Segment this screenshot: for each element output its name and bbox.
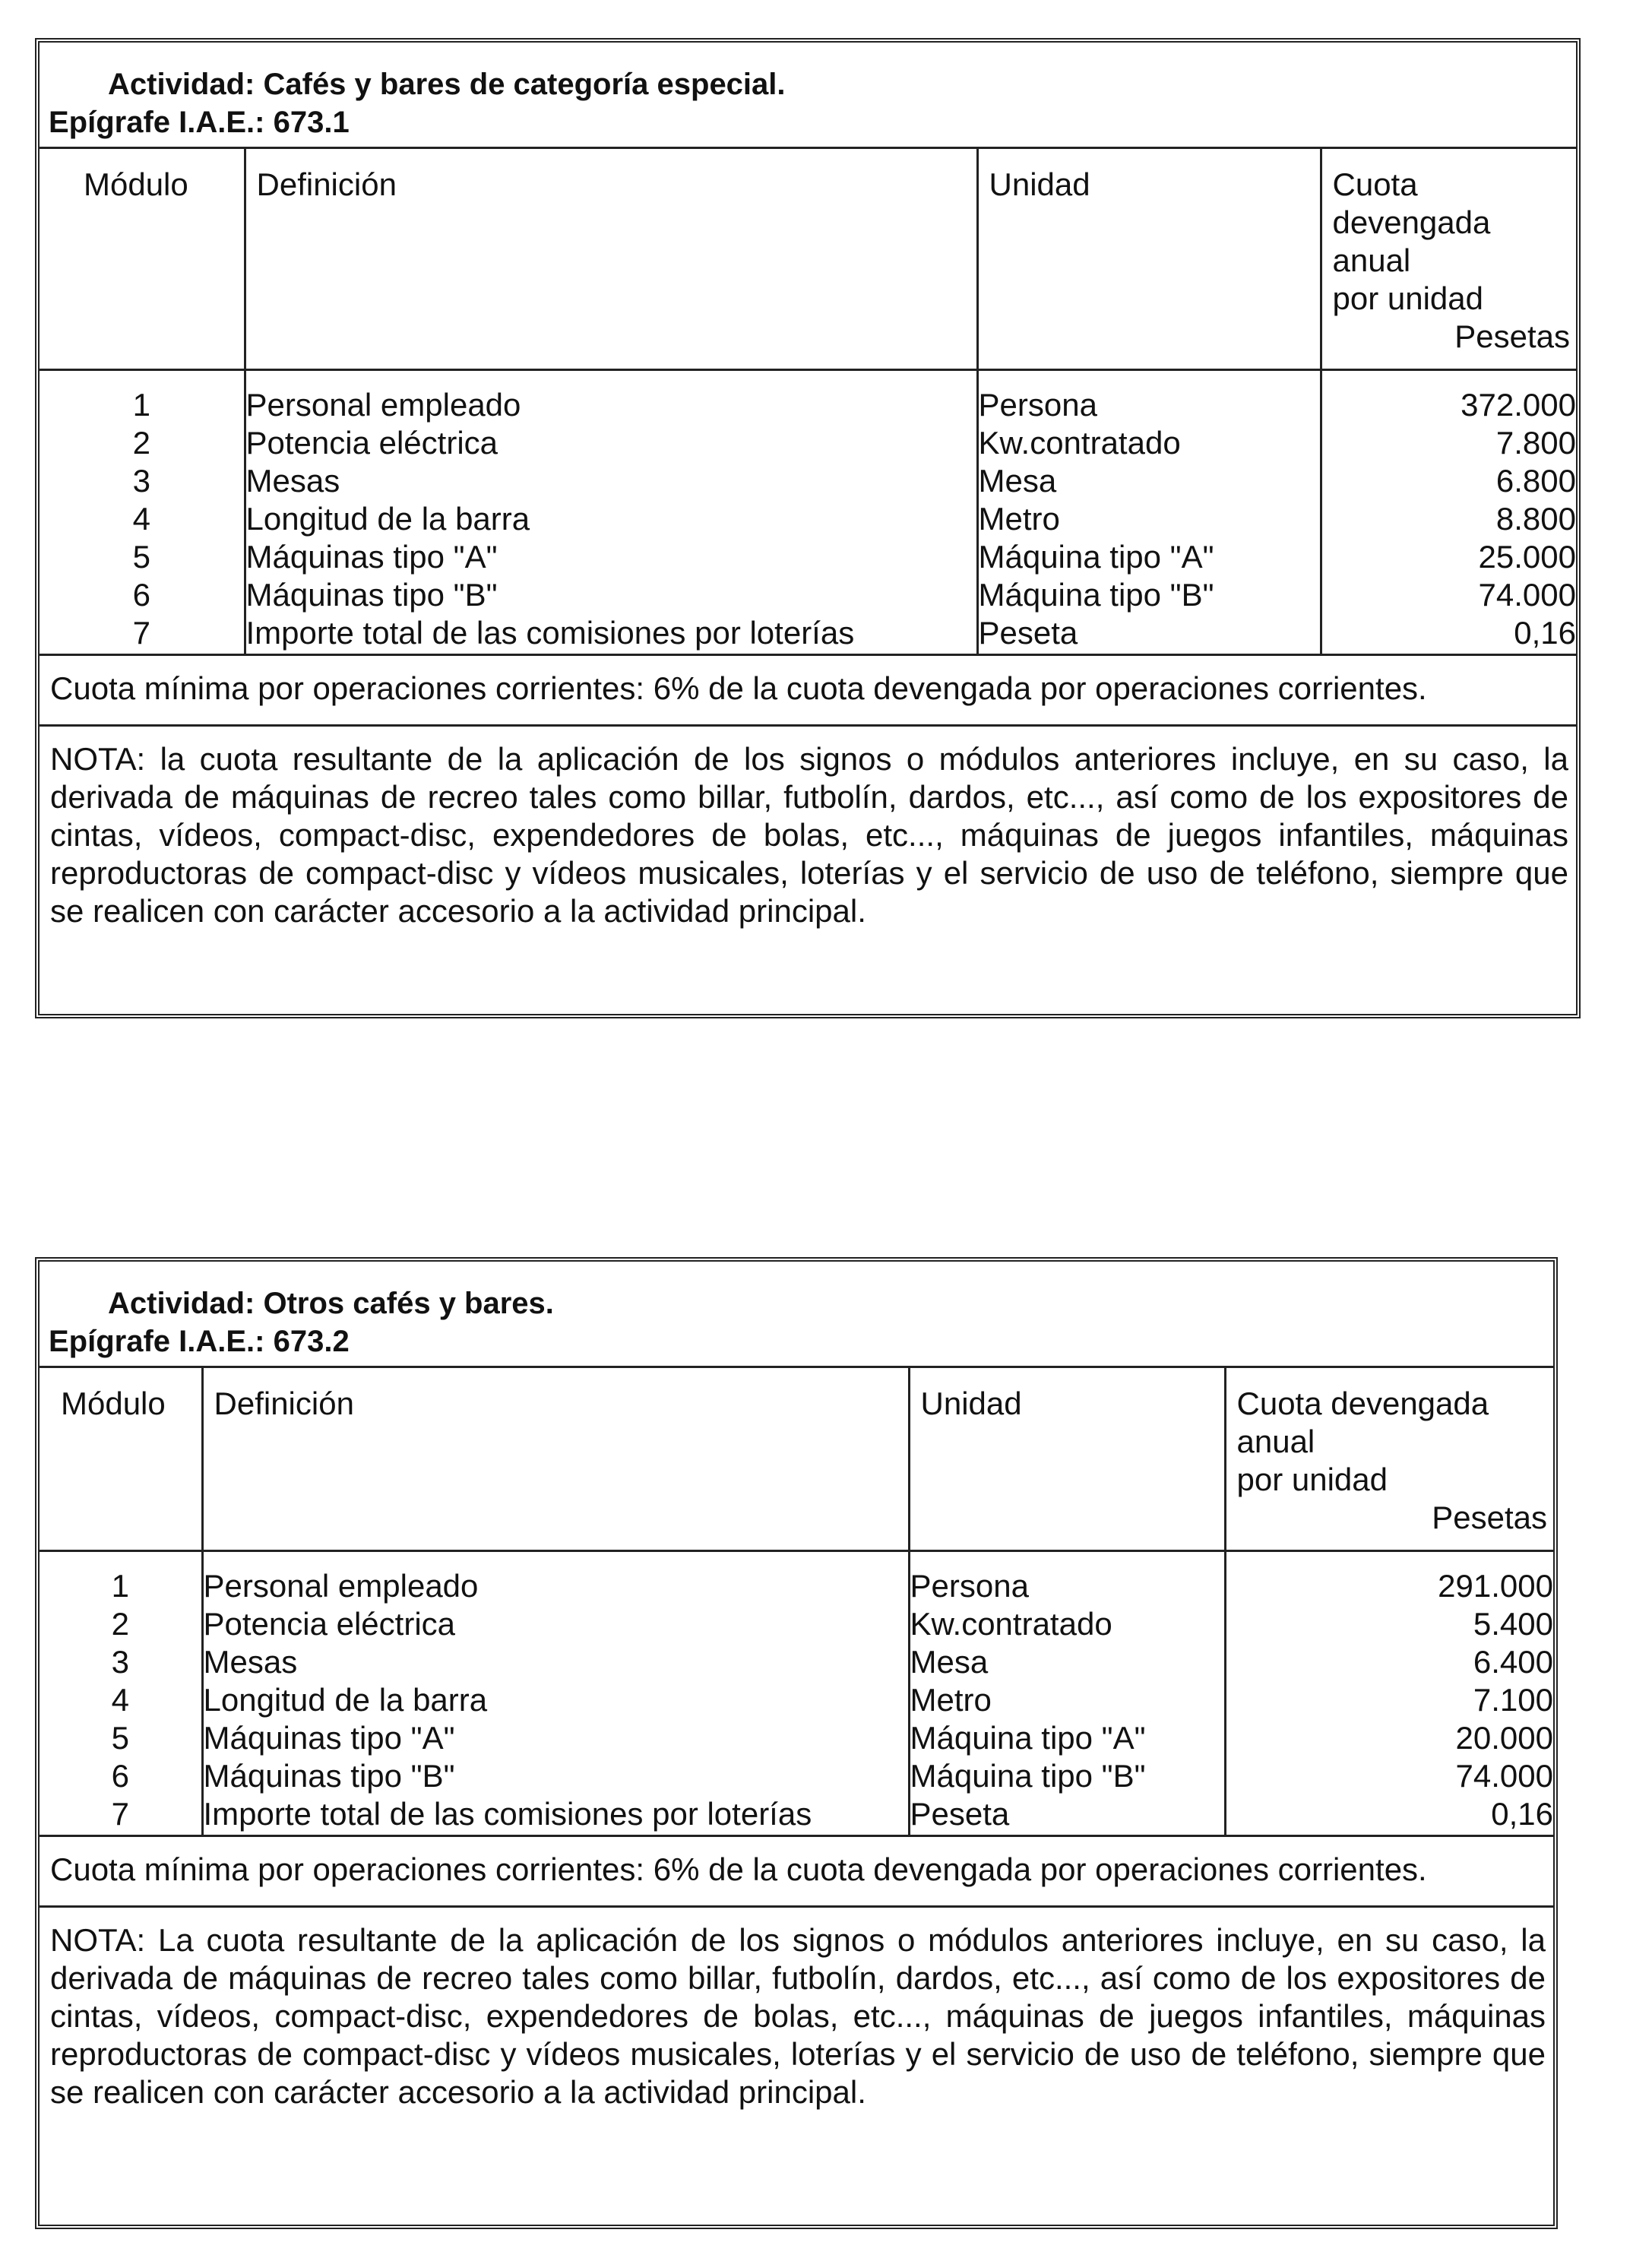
modulo-definition: Longitud de la barra [202, 1681, 909, 1719]
table-row [40, 462, 1576, 500]
modulo-definition: Longitud de la barra [245, 500, 977, 538]
modulo-definition: Mesas [245, 462, 977, 500]
table-row [40, 1719, 1553, 1757]
modulo-unit: Máquina tipo "B" [909, 1757, 1225, 1795]
epigrafe-label: Epígrafe I.A.E.: [49, 106, 265, 139]
modulo-number: 5 [40, 538, 245, 576]
modulo-cuota-value: 7.100 [1473, 1681, 1553, 1718]
modulo-number: 4 [40, 500, 245, 538]
cuota-header-line: anual [1236, 1424, 1315, 1459]
activity-block-673-2 [35, 1257, 1558, 2229]
column-header-unidad: Unidad [909, 1368, 1225, 1550]
cuota-header-line: por unidad [1236, 1462, 1388, 1497]
table-row [40, 424, 1576, 462]
modulo-number: 4 [40, 1681, 202, 1719]
modulo-number: 2 [40, 1605, 202, 1643]
epigrafe-value: 673.2 [273, 1325, 350, 1358]
column-header-modulo: Módulo [40, 149, 245, 369]
modulo-unit: Kw.contratado [977, 424, 1321, 462]
modulo-cuota-value: 372.000 [1461, 386, 1576, 423]
modulo-unit: Kw.contratado [909, 1605, 1225, 1643]
actividad-label: Actividad: [108, 1287, 255, 1320]
modulo-definition: Mesas [202, 1643, 909, 1681]
activity-block-673-1 [35, 38, 1581, 1018]
column-header-definicion: Definición [245, 149, 977, 369]
modulo-cuota-value: 74.000 [1478, 576, 1576, 613]
cuota-minima-note: Cuota mínima por operaciones corrientes: 6% de la cuota devengada por operaciones corrientes. [40, 1835, 1553, 1905]
currency-label: Pesetas [1454, 318, 1570, 354]
nota-paragraph: NOTA: La cuota resultante de la aplicación de los signos o módulos anteriores incluye, en su caso, la derivada de máquinas de recreo tales como billar, futbolín, dardos, etc..., así como de los expositores de cintas, vídeos, compact-disc, expendedores de bolas, etc..., máquinas de juegos infantiles, máquinas reproductoras de compact-disc y vídeos musicales, loterías y el servicio de uso de teléfono, siempre que se realicen con carácter accesorio a la actividad principal. [40, 1905, 1553, 2119]
table-row [40, 614, 1576, 654]
modulo-cuota-value: 5.400 [1473, 1605, 1553, 1642]
modulo-definition: Máquinas tipo "B" [245, 576, 977, 614]
table-row [40, 1757, 1553, 1795]
cuota-header-line: devengada [1332, 204, 1491, 240]
modulo-number: 6 [40, 1757, 202, 1795]
modulo-definition: Personal empleado [245, 369, 977, 424]
modulo-definition: Importe total de las comisiones por loterías [202, 1795, 909, 1835]
modules-table [40, 149, 1576, 654]
modulo-unit: Mesa [909, 1643, 1225, 1681]
epigrafe-value: 673.1 [273, 106, 350, 139]
table-row [40, 1605, 1553, 1643]
column-header-unidad: Unidad [977, 149, 1321, 369]
table-row [40, 1643, 1553, 1681]
modulo-unit: Metro [909, 1681, 1225, 1719]
modulo-cuota-value: 20.000 [1455, 1719, 1553, 1756]
table-row [40, 1681, 1553, 1719]
modulo-number: 2 [40, 424, 245, 462]
epigrafe-label: Epígrafe I.A.E.: [49, 1325, 265, 1358]
modulo-cuota-value: 8.800 [1495, 500, 1576, 537]
table-row [40, 500, 1576, 538]
modulo-unit: Persona [909, 1550, 1225, 1605]
modulo-cuota-value: 6.400 [1473, 1643, 1553, 1680]
actividad-label: Actividad: [108, 68, 255, 101]
modulo-definition: Importe total de las comisiones por loterías [245, 614, 977, 654]
actividad-value: Otros cafés y bares. [263, 1287, 554, 1320]
table-row [40, 538, 1576, 576]
table-row [40, 369, 1576, 424]
currency-label: Pesetas [1432, 1500, 1547, 1535]
modulo-unit: Máquina tipo "A" [977, 538, 1321, 576]
modulo-cuota-value: 25.000 [1478, 538, 1576, 575]
modulo-number: 1 [40, 1550, 202, 1605]
modulo-number: 7 [40, 614, 245, 654]
modulo-definition: Máquinas tipo "A" [245, 538, 977, 576]
modulo-definition: Máquinas tipo "B" [202, 1757, 909, 1795]
modulo-unit: Metro [977, 500, 1321, 538]
modulo-unit: Peseta [909, 1795, 1225, 1835]
modulo-definition: Potencia eléctrica [202, 1605, 909, 1643]
modulo-cuota-value: 7.800 [1495, 424, 1576, 461]
modulo-cuota-value: 74.000 [1455, 1757, 1553, 1794]
column-header-cuota [1321, 149, 1576, 369]
actividad-value: Cafés y bares de categoría especial. [263, 68, 786, 101]
modulo-number: 3 [40, 462, 245, 500]
cuota-header-line: por unidad [1332, 280, 1483, 316]
column-header-definicion: Definición [202, 1368, 909, 1550]
modulo-unit: Peseta [977, 614, 1321, 654]
cuota-header-line: Cuota [1332, 166, 1418, 202]
modulo-cuota-value: 0,16 [1514, 614, 1576, 651]
modulo-number: 7 [40, 1795, 202, 1835]
modulo-cuota-value: 6.800 [1495, 462, 1576, 499]
modulo-definition: Personal empleado [202, 1550, 909, 1605]
activity-header [40, 1262, 1553, 1368]
modulo-cuota-value: 0,16 [1491, 1795, 1553, 1832]
modulo-number: 1 [40, 369, 245, 424]
table-row [40, 1795, 1553, 1835]
modulo-unit: Mesa [977, 462, 1321, 500]
modulo-unit: Máquina tipo "A" [909, 1719, 1225, 1757]
modules-table [40, 1368, 1553, 1835]
modulo-number: 3 [40, 1643, 202, 1681]
activity-header [40, 43, 1576, 149]
nota-paragraph: NOTA: la cuota resultante de la aplicación de los signos o módulos anteriores incluye, en su caso, la derivada de máquinas de recreo tales como billar, futbolín, dardos, etc..., así como de los expositores de cintas, vídeos, compact-disc, expendedores de bolas, etc..., máquinas de juegos infantiles, máquinas reproductoras de compact-disc y vídeos musicales, loterías y el servicio de uso de teléfono, siempre que se realicen con carácter accesorio a la actividad principal. [40, 724, 1576, 938]
cuota-header-line: Cuota devengada [1236, 1386, 1489, 1421]
cuota-header-line: anual [1332, 242, 1411, 278]
modulo-definition: Máquinas tipo "A" [202, 1719, 909, 1757]
modulo-cuota-value: 291.000 [1438, 1567, 1553, 1604]
column-header-cuota [1225, 1368, 1553, 1550]
cuota-minima-note: Cuota mínima por operaciones corrientes: 6% de la cuota devengada por operaciones corrientes. [40, 654, 1576, 724]
table-row [40, 576, 1576, 614]
modulo-unit: Persona [977, 369, 1321, 424]
modulo-definition: Potencia eléctrica [245, 424, 977, 462]
table-row [40, 1550, 1553, 1605]
modulo-number: 6 [40, 576, 245, 614]
column-header-modulo: Módulo [40, 1368, 202, 1550]
modulo-unit: Máquina tipo "B" [977, 576, 1321, 614]
modulo-number: 5 [40, 1719, 202, 1757]
